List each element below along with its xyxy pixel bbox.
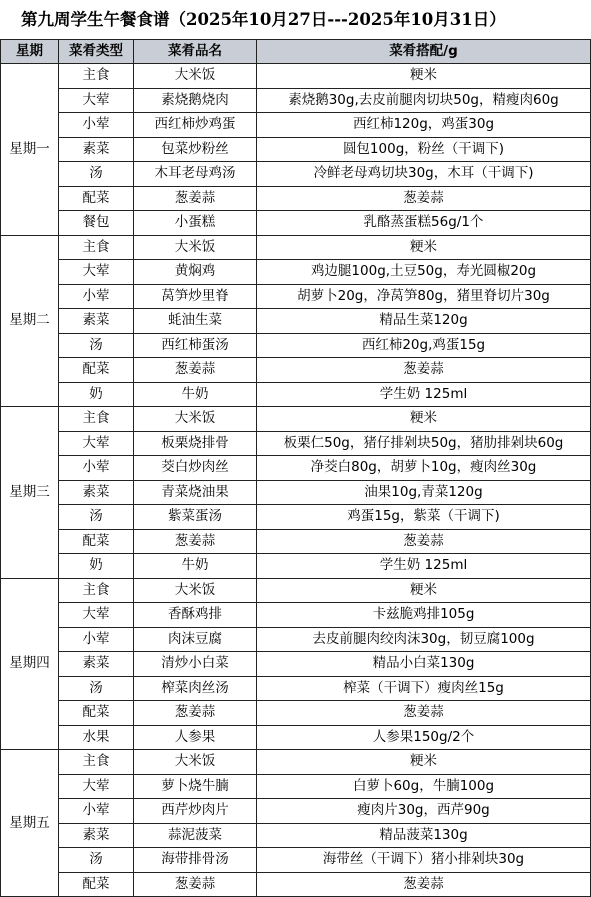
day-cell: 星期三 [1,407,59,579]
dish-detail-cell: 卡兹脆鸡排105g [257,603,591,628]
dish-name-cell: 紫菜蛋汤 [134,505,257,530]
dish-detail-cell: 冷鲜老母鸡切块30g，木耳（干调下) [257,162,591,187]
table-row [1,823,591,848]
dish-type-cell: 素菜 [59,309,134,334]
table-row [1,872,591,897]
dish-name-cell: 葱姜蒜 [134,358,257,383]
dish-name-cell: 香酥鸡排 [134,603,257,628]
dish-name-cell: 清炒小白菜 [134,652,257,677]
dish-detail-cell: 油果10g,青菜120g [257,480,591,505]
dish-name-cell: 萝卜烧牛腩 [134,774,257,799]
dish-type-cell: 素菜 [59,823,134,848]
dish-name-cell: 蒜泥菠菜 [134,823,257,848]
dish-type-cell: 主食 [59,578,134,603]
table-row [1,725,591,750]
dish-name-cell: 榨菜肉丝汤 [134,676,257,701]
dish-type-cell: 奶 [59,382,134,407]
dish-type-cell: 配菜 [59,701,134,726]
dish-name-cell: 莴笋炒里脊 [134,284,257,309]
header-type: 菜肴类型 [59,40,134,64]
dish-type-cell: 主食 [59,750,134,775]
table-row [1,186,591,211]
day-cell: 星期四 [1,578,59,750]
header-day: 星期 [1,40,59,64]
dish-type-cell: 大荤 [59,88,134,113]
dish-detail-cell: 葱姜蒜 [257,358,591,383]
dish-detail-cell: 圆包100g，粉丝（干调下) [257,137,591,162]
table-row [1,431,591,456]
dish-name-cell: 葱姜蒜 [134,872,257,897]
dish-type-cell: 配菜 [59,529,134,554]
day-cell: 星期二 [1,235,59,407]
table-row [1,113,591,138]
dish-name-cell: 葱姜蒜 [134,186,257,211]
table-row [1,848,591,873]
dish-detail-cell: 鸡蛋15g，紫菜（干调下) [257,505,591,530]
table-row [1,137,591,162]
dish-name-cell: 大米饭 [134,750,257,775]
dish-type-cell: 配菜 [59,358,134,383]
dish-name-cell: 牛奶 [134,382,257,407]
dish-type-cell: 大荤 [59,603,134,628]
dish-detail-cell: 乳酪蒸蛋糕56g/1个 [257,211,591,236]
table-row [1,456,591,481]
dish-detail-cell: 葱姜蒜 [257,529,591,554]
dish-name-cell: 葱姜蒜 [134,529,257,554]
dish-name-cell: 包菜炒粉丝 [134,137,257,162]
table-row [1,64,591,89]
header-name: 菜肴品名 [134,40,257,64]
table-row [1,211,591,236]
dish-detail-cell: 粳米 [257,235,591,260]
dish-type-cell: 大荤 [59,774,134,799]
dish-detail-cell: 精品菠菜130g [257,823,591,848]
table-row [1,750,591,775]
table-row [1,652,591,677]
dish-detail-cell: 西红柿120g，鸡蛋30g [257,113,591,138]
dish-type-cell: 大荤 [59,260,134,285]
dish-type-cell: 汤 [59,848,134,873]
dish-type-cell: 小荤 [59,627,134,652]
dish-detail-cell: 葱姜蒜 [257,186,591,211]
table-row [1,701,591,726]
table-row [1,676,591,701]
dish-type-cell: 主食 [59,407,134,432]
dish-detail-cell: 精品小白菜130g [257,652,591,677]
dish-name-cell: 大米饭 [134,407,257,432]
page-title: 第九周学生午餐食谱（2025年10月27日---2025年10月31日） [21,10,506,29]
dish-type-cell: 素菜 [59,480,134,505]
menu-body [1,64,591,897]
dish-detail-cell: 板栗仁50g，猪仔排剁块50g，猪肋排剁块60g [257,431,591,456]
dish-detail-cell: 粳米 [257,578,591,603]
menu-table [0,39,591,897]
dish-name-cell: 人参果 [134,725,257,750]
dish-detail-cell: 葱姜蒜 [257,701,591,726]
dish-detail-cell: 瘦肉片30g，西芹90g [257,799,591,824]
dish-name-cell: 海带排骨汤 [134,848,257,873]
table-row [1,505,591,530]
dish-detail-cell: 粳米 [257,750,591,775]
dish-name-cell: 蚝油生菜 [134,309,257,334]
dish-detail-cell: 白萝卜60g，牛腩100g [257,774,591,799]
dish-detail-cell: 去皮前腿肉绞肉沫30g，韧豆腐100g [257,627,591,652]
day-cell: 星期一 [1,64,59,236]
dish-type-cell: 汤 [59,676,134,701]
dish-detail-cell: 葱姜蒜 [257,872,591,897]
table-row [1,554,591,579]
dish-type-cell: 配菜 [59,186,134,211]
dish-detail-cell: 学生奶 125ml [257,382,591,407]
dish-name-cell: 茭白炒肉丝 [134,456,257,481]
dish-name-cell: 大米饭 [134,64,257,89]
table-row [1,260,591,285]
dish-name-cell: 西芹炒肉片 [134,799,257,824]
dish-name-cell: 小蛋糕 [134,211,257,236]
dish-detail-cell: 学生奶 125ml [257,554,591,579]
dish-type-cell: 汤 [59,505,134,530]
table-row [1,603,591,628]
table-row [1,529,591,554]
dish-detail-cell: 胡萝卜20g，净莴笋80g，猪里脊切片30g [257,284,591,309]
dish-type-cell: 小荤 [59,113,134,138]
dish-name-cell: 素烧鹅烧肉 [134,88,257,113]
header-detail: 菜肴搭配/g [257,40,591,64]
dish-name-cell: 肉沫豆腐 [134,627,257,652]
table-row [1,162,591,187]
table-row [1,333,591,358]
dish-type-cell: 小荤 [59,799,134,824]
dish-type-cell: 汤 [59,333,134,358]
dish-detail-cell: 西红柿20g,鸡蛋15g [257,333,591,358]
dish-name-cell: 大米饭 [134,578,257,603]
dish-detail-cell: 精品生菜120g [257,309,591,334]
dish-type-cell: 小荤 [59,456,134,481]
table-row [1,407,591,432]
dish-name-cell: 板栗烧排骨 [134,431,257,456]
dish-detail-cell: 海带丝（干调下）猪小排剁块30g [257,848,591,873]
table-row [1,284,591,309]
dish-type-cell: 大荤 [59,431,134,456]
dish-detail-cell: 人参果150g/2个 [257,725,591,750]
table-row [1,309,591,334]
header-row [1,40,591,64]
day-cell: 星期五 [1,750,59,897]
dish-type-cell: 餐包 [59,211,134,236]
dish-detail-cell: 粳米 [257,407,591,432]
dish-name-cell: 牛奶 [134,554,257,579]
table-row [1,627,591,652]
dish-name-cell: 木耳老母鸡汤 [134,162,257,187]
dish-name-cell: 西红柿炒鸡蛋 [134,113,257,138]
dish-detail-cell: 净茭白80g，胡萝卜10g，瘦肉丝30g [257,456,591,481]
table-row [1,480,591,505]
dish-type-cell: 素菜 [59,652,134,677]
dish-detail-cell: 素烧鹅30g,去皮前腿肉切块50g，精瘦肉60g [257,88,591,113]
dish-detail-cell: 榨菜（干调下）瘦肉丝15g [257,676,591,701]
dish-type-cell: 主食 [59,64,134,89]
table-row [1,235,591,260]
dish-name-cell: 葱姜蒜 [134,701,257,726]
dish-name-cell: 青菜烧油果 [134,480,257,505]
dish-name-cell: 大米饭 [134,235,257,260]
dish-type-cell: 水果 [59,725,134,750]
dish-detail-cell: 粳米 [257,64,591,89]
table-row [1,774,591,799]
dish-detail-cell: 鸡边腿100g,土豆50g，寿光圆椒20g [257,260,591,285]
table-row [1,578,591,603]
dish-name-cell: 黄焖鸡 [134,260,257,285]
dish-type-cell: 奶 [59,554,134,579]
table-row [1,382,591,407]
dish-type-cell: 小荤 [59,284,134,309]
dish-type-cell: 主食 [59,235,134,260]
table-row [1,358,591,383]
dish-type-cell: 汤 [59,162,134,187]
dish-name-cell: 西红柿蛋汤 [134,333,257,358]
dish-type-cell: 素菜 [59,137,134,162]
dish-type-cell: 配菜 [59,872,134,897]
table-row [1,799,591,824]
table-row [1,88,591,113]
